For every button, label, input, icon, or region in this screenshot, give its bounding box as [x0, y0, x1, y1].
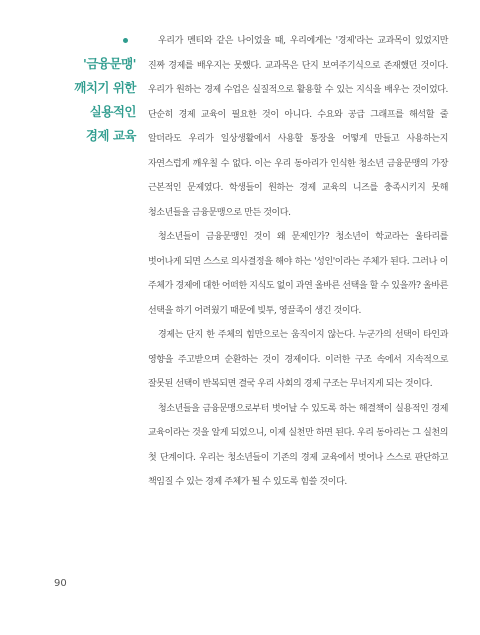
- paragraph-2: 청소년들이 금융문맹인 것이 왜 문제인가? 청소년이 학교라는 울타리를 벗어나게 되면 스스로 의사결정을 해야 하는 '성인'이라는 주체가 된다. 그러나 이 주체가 경제에 대한 어떠한 지식도 없이 과연 올바른 선택을 할 수 있을까? 올바른 선택을 하기 어려웠기 때문에 빚투, 영끌족이 생긴 것이다.: [148, 232, 448, 316]
- sidebar-heading-line-1: '금융문맹': [83, 56, 136, 71]
- paragraph-3: 경제는 단지 한 주체의 힘만으로는 움직이지 않는다. 누군가의 선택이 타인과 영향을 주고받으며 순환하는 것이 경제이다. 이러한 구조 속에서 지속적으로 잘못된 선택이 반복되면 결국 우리 사회의 경제 구조는 무너지게 되는 것이다.: [148, 330, 448, 389]
- sidebar-heading-line-4: 경제 교육: [85, 128, 136, 143]
- paragraph-4: 청소년들을 금융문맹으로부터 벗어날 수 있도록 하는 해결책이 실용적인 경제 교육이라는 것을 알게 되었으니, 이제 실천만 하면 된다. 우리 동아리는 그 실천의 첫 단계이다. 우리는 청소년들이 기존의 경제 교육에서 벗어나 스스로 판단하고 책임질 수 있는 경제 주체가 될 수 있도록 힘쓸 것이다.: [148, 403, 448, 487]
- page-number: 90: [54, 578, 67, 589]
- sidebar-heading-line-3: 실용적인: [89, 104, 136, 119]
- sidebar-heading-line-2: 깨치기 위한: [74, 80, 136, 95]
- paragraph-1: 우리가 멘티와 같은 나이었을 때, 우리에게는 '경제'라는 교과목이 있었지만 진짜 경제를 배우지는 못했다. 교과목은 단지 보여주기식으로 존재했던 것이다. 우리가 원하는 경제 수업은 실질적으로 활용할 수 있는 지식을 배우는 것이었다. 단순히 경제 교육이 필요한 것이 아니다. 수요와 공급 그래프를 해석할 줄 알더라도 우리가 일상생활에서 사용할 통장을 어떻게 만들고 사용하는지 자연스럽게 깨우칠 수 없다. 이는 우리 동아리가 인식한 청소년 금융문맹의 가장 근본적인 문제였다. 학생들이 원하는 경제 교육의 니즈를 충족시키지 못해 청소년들을 금융문맹으로 만든 것이다.: [148, 36, 448, 218]
- bullet-dot-icon: [123, 38, 128, 43]
- sidebar-heading: [40, 30, 136, 148]
- body-text: [148, 29, 448, 495]
